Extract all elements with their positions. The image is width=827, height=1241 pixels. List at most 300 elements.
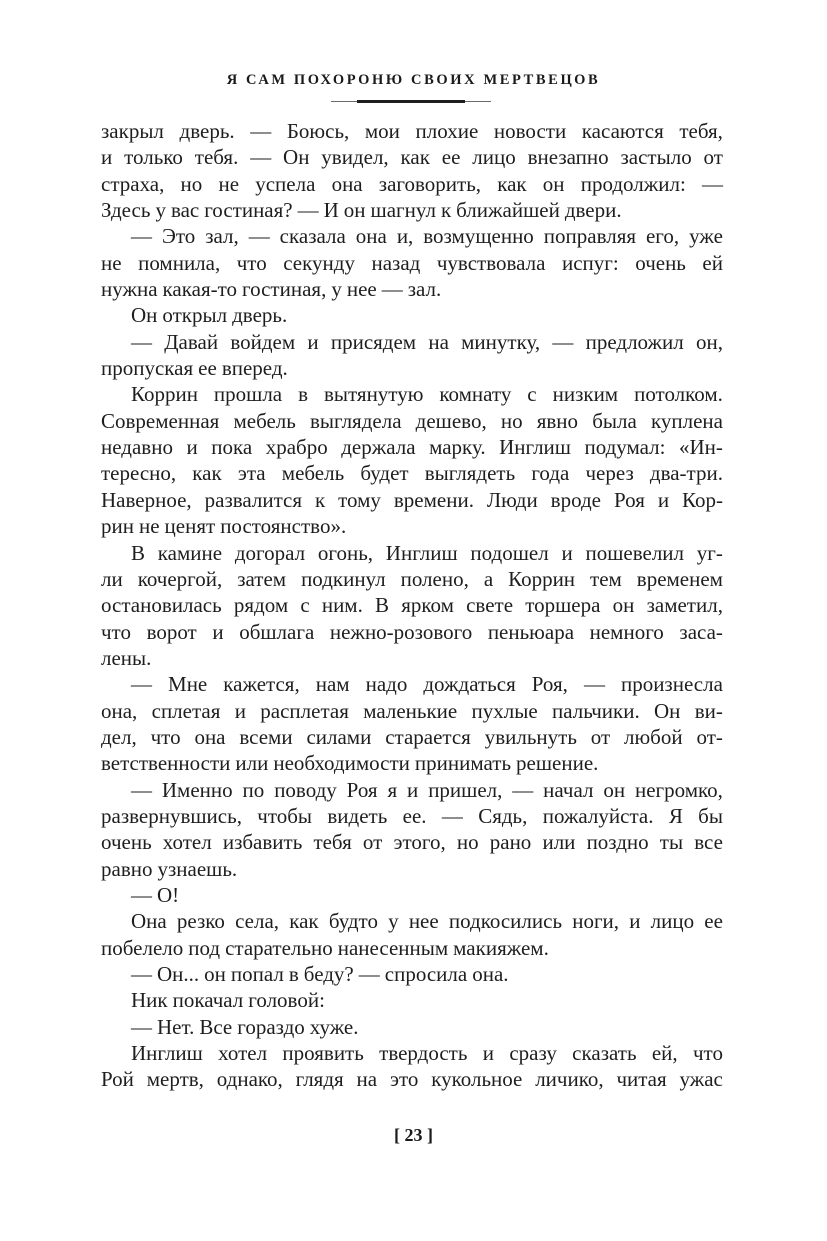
text-line — [101, 329, 723, 355]
word: Все — [199, 1014, 233, 1039]
word: попал — [230, 962, 284, 986]
word: комнату — [439, 382, 512, 407]
word: ее. — [402, 803, 427, 828]
running-head: Я САМ ПОХОРОНЮ СВОИХ МЕРТВЕЦОВ — [226, 72, 601, 88]
word: возмущенно — [423, 224, 534, 249]
word: не — [101, 250, 122, 275]
word: он — [612, 593, 635, 618]
word: как — [497, 171, 527, 196]
word: Ник — [131, 988, 168, 1013]
text-line — [101, 1066, 723, 1092]
word: — — [131, 672, 152, 697]
word: Роя, — [531, 672, 568, 697]
word: развернувшись, — [101, 803, 242, 828]
page-number: [ 23 ] — [394, 1125, 433, 1145]
text-line — [101, 908, 723, 934]
word: Рой — [101, 1067, 134, 1092]
word: — — [131, 224, 152, 249]
word: Инглиш — [131, 1041, 203, 1066]
word: явно — [536, 408, 579, 433]
word: старается — [385, 724, 471, 749]
text-line — [101, 882, 723, 908]
word: ей — [702, 250, 723, 275]
word: эта — [237, 461, 266, 486]
word: мои — [364, 119, 400, 143]
word: обшлага — [239, 619, 315, 644]
word: он, — [696, 329, 723, 354]
word: присядем — [330, 329, 417, 354]
word: — — [381, 277, 403, 302]
word: я — [387, 777, 398, 802]
word: прошла — [213, 382, 283, 407]
body-text — [101, 118, 723, 1093]
word: ужас — [679, 1067, 723, 1092]
word: внезапно — [527, 145, 609, 170]
word: новости — [493, 119, 567, 143]
word: назад — [371, 250, 421, 275]
word: недавно — [101, 435, 173, 460]
text-line — [101, 513, 723, 539]
word: решение. — [516, 751, 599, 776]
word: ним. — [321, 593, 363, 618]
word: все — [694, 830, 723, 855]
word: заметил, — [646, 593, 723, 618]
word: — — [131, 1014, 152, 1039]
word: от — [703, 145, 723, 170]
word: плохие — [415, 119, 479, 143]
word: Это — [161, 224, 196, 249]
word: Коррин — [131, 382, 198, 407]
word: камине — [157, 540, 223, 565]
word: гостиная, — [242, 277, 327, 302]
word: хотел — [162, 830, 212, 855]
word: выглядела — [310, 408, 402, 433]
word: низким — [552, 382, 619, 407]
word: секунду — [283, 250, 355, 275]
word: с — [300, 593, 310, 618]
word: зал. — [407, 277, 442, 302]
word: В — [131, 540, 146, 565]
word: Именно — [161, 777, 233, 802]
word: пошевелил — [585, 540, 685, 565]
word: это — [389, 1067, 419, 1092]
word: он — [204, 962, 226, 986]
word: кукольное — [431, 1067, 523, 1092]
word: она. — [472, 962, 509, 986]
word: уг- — [696, 540, 723, 565]
word: Роя — [613, 487, 645, 512]
word: успела — [255, 171, 316, 196]
word: она — [331, 171, 363, 196]
word: марку. — [429, 435, 486, 460]
word: она — [194, 724, 226, 749]
word: дешево, — [415, 408, 487, 433]
word: Роя — [346, 777, 378, 802]
word: как — [400, 145, 430, 170]
word: беду? — [303, 962, 354, 986]
word: полено, — [400, 566, 469, 591]
word: она — [355, 224, 387, 249]
word: подошел — [470, 540, 549, 565]
word: на — [356, 1067, 378, 1092]
word: страха, — [101, 171, 165, 196]
word: — — [512, 777, 534, 802]
word: личико, — [535, 1067, 604, 1092]
word: Современная — [101, 408, 220, 433]
word: Кор- — [682, 487, 723, 512]
word: развалится — [204, 487, 303, 512]
word: пожалуйста. — [542, 803, 654, 828]
text-line — [101, 724, 723, 750]
word: сказала — [279, 224, 346, 249]
word: рано — [489, 830, 532, 855]
word: головой: — [248, 988, 325, 1013]
word: от — [362, 830, 383, 855]
word: нужна — [101, 277, 158, 302]
word: закрыл — [101, 119, 164, 143]
text-line — [101, 1040, 723, 1066]
word: и — [482, 1041, 495, 1066]
word: начал — [543, 777, 594, 802]
text-line — [101, 540, 723, 566]
word: Боюсь, — [286, 119, 350, 143]
word: уже — [689, 224, 723, 249]
word: Он... — [157, 962, 200, 986]
text-line — [101, 250, 723, 276]
word: ноги, — [572, 909, 620, 934]
word: села, — [235, 909, 280, 934]
word: он — [343, 198, 366, 223]
word: любой — [624, 724, 683, 749]
word: избавить — [222, 830, 303, 855]
word: выглядеть — [424, 461, 516, 486]
word: Люди — [486, 487, 538, 512]
word: нежно-розового — [329, 619, 473, 644]
word: очень — [635, 250, 686, 275]
word: негромко, — [634, 777, 723, 802]
word: и — [186, 435, 198, 460]
word: минутку, — [461, 329, 541, 354]
word: ценят — [164, 514, 216, 539]
word: с — [527, 382, 537, 407]
text-line — [101, 935, 723, 961]
word: подумал: — [584, 435, 666, 460]
word: догорал — [234, 540, 306, 565]
word: храбро — [265, 435, 328, 460]
word: времени. — [393, 487, 474, 512]
text-line — [101, 961, 723, 987]
text-line — [101, 460, 723, 486]
word: ворот — [146, 619, 197, 644]
word: свете — [466, 593, 514, 618]
text-line — [101, 829, 723, 855]
word: увильнуть — [484, 724, 577, 749]
text-line — [101, 592, 723, 618]
word: лены. — [101, 645, 152, 670]
word: только — [124, 145, 183, 170]
word: испуг: — [561, 250, 619, 275]
word: остановилась — [101, 593, 222, 618]
word: пеньюара — [487, 619, 575, 644]
word: заса- — [679, 619, 723, 644]
word: чувствовала — [436, 250, 546, 275]
word: ей, — [651, 1041, 678, 1066]
word: два-три. — [649, 461, 723, 486]
word: — — [250, 145, 272, 170]
text-line — [101, 750, 723, 776]
word: нам — [315, 672, 350, 697]
word: мебель — [233, 408, 296, 433]
word: как — [289, 909, 319, 934]
word: макияжем. — [453, 935, 549, 960]
word: сразу — [509, 1041, 557, 1066]
word: И — [323, 198, 339, 223]
text-line — [101, 302, 723, 328]
text-line — [101, 487, 723, 513]
word: у — [155, 198, 166, 223]
word: в — [298, 382, 309, 407]
word: Инглиш — [499, 435, 571, 460]
word: как — [192, 461, 222, 486]
word: временем — [636, 566, 723, 591]
word: что — [101, 619, 131, 644]
word: вас — [170, 198, 200, 223]
word: зал, — [205, 224, 239, 249]
word: спросила — [384, 962, 468, 986]
word: продолжил: — [580, 171, 686, 196]
word: Давай — [164, 329, 219, 354]
word: — — [552, 329, 574, 354]
word: и, — [396, 224, 414, 249]
word: ветственности — [101, 751, 231, 776]
word: огонь, — [317, 540, 374, 565]
word: хуже. — [309, 1014, 359, 1039]
word: резко — [176, 909, 225, 934]
word: дел, — [101, 724, 137, 749]
word: или — [235, 751, 269, 776]
word: но — [456, 830, 479, 855]
word: пропуская — [101, 356, 194, 381]
word: его, — [645, 224, 680, 249]
word: — — [583, 672, 605, 697]
word: однако, — [216, 1067, 283, 1092]
word: твердость — [379, 1041, 468, 1066]
word: дверь. — [179, 119, 235, 143]
word: Наверное, — [101, 487, 192, 512]
word: видеть — [327, 803, 388, 828]
word: рин — [101, 514, 134, 539]
text-line — [101, 619, 723, 645]
word: шагнул — [370, 198, 436, 223]
word: поводу — [274, 777, 337, 802]
word: к — [314, 487, 326, 512]
word: вытянутую — [323, 382, 424, 407]
word: немного — [589, 619, 664, 644]
word: ее — [704, 909, 723, 934]
text-line — [101, 223, 723, 249]
word: хотел — [218, 1041, 268, 1066]
word: не — [138, 514, 160, 539]
word: заговорить, — [378, 171, 482, 196]
word: — — [297, 198, 319, 223]
word: и — [234, 698, 246, 723]
word: подкосились — [448, 909, 563, 934]
word: тем — [590, 566, 622, 591]
word: войдем — [230, 329, 296, 354]
word: Инглиш — [385, 540, 458, 565]
word: проявить — [282, 1041, 364, 1066]
word: Сядь, — [478, 803, 528, 828]
text-line — [101, 355, 723, 381]
word: поздно — [586, 830, 649, 855]
word: пальчики. — [552, 698, 640, 723]
word: пока — [211, 435, 253, 460]
word: — — [131, 329, 152, 354]
word: под — [188, 935, 221, 960]
word: Мне — [168, 672, 208, 697]
word: вперед. — [221, 356, 288, 381]
word: ви- — [694, 698, 723, 723]
word: Он — [283, 145, 310, 170]
word: мебель — [281, 461, 345, 486]
word: произнесла — [620, 672, 723, 697]
word: — — [131, 777, 152, 802]
word: держала — [341, 435, 416, 460]
word: от — [590, 724, 611, 749]
word: ее — [441, 145, 461, 170]
word: сказать — [572, 1041, 637, 1066]
word: и — [307, 329, 319, 354]
word: чтобы — [257, 803, 313, 828]
text-line — [101, 381, 723, 407]
text-line — [101, 803, 723, 829]
word: всеми — [239, 724, 293, 749]
word: увидел, — [321, 145, 389, 170]
word: — — [358, 962, 380, 986]
word: у — [388, 909, 399, 934]
word: через — [585, 461, 634, 486]
word: — — [131, 882, 152, 907]
word: будет — [360, 461, 409, 486]
text-line — [101, 144, 723, 170]
word: Я — [668, 803, 683, 828]
header-divider — [331, 100, 491, 102]
word: потолком. — [634, 382, 723, 407]
word: расплетая — [260, 698, 349, 723]
word: что — [693, 1041, 723, 1066]
word: этого, — [393, 830, 446, 855]
word: «Ин- — [679, 435, 723, 460]
word: двери. — [564, 198, 622, 223]
word: но — [180, 171, 203, 196]
text-line — [101, 856, 723, 882]
word: читая — [616, 1067, 667, 1092]
word: гораздо — [237, 1014, 305, 1039]
text-line — [101, 408, 723, 434]
word: предложил — [585, 329, 684, 354]
divider-thick-line — [357, 100, 465, 103]
text-line — [101, 671, 723, 697]
text-line — [101, 777, 723, 803]
word: ты — [659, 830, 684, 855]
word: тебя — [313, 830, 352, 855]
word: а — [483, 566, 494, 591]
word: рядом — [233, 593, 289, 618]
word: по — [242, 777, 265, 802]
word: гостиная? — [204, 198, 293, 223]
word: касаются — [581, 119, 664, 143]
word: не — [218, 171, 240, 196]
text-line — [101, 276, 723, 302]
word: ее — [198, 356, 217, 381]
word: и — [407, 777, 419, 802]
word: — — [131, 962, 152, 986]
word: В — [375, 593, 390, 618]
word: принимать — [414, 751, 512, 776]
text-line — [101, 118, 723, 144]
word: открыл — [162, 303, 228, 328]
word: ближайшей — [456, 198, 560, 223]
word: вроде — [550, 487, 601, 512]
text-line — [101, 1014, 723, 1040]
word: тересно, — [101, 461, 177, 486]
word: тому — [338, 487, 381, 512]
word: поправляя — [543, 224, 637, 249]
word: Здесь — [101, 198, 151, 223]
word: какая-то — [162, 277, 237, 302]
word: Он — [131, 303, 158, 328]
word: и — [101, 145, 113, 170]
word: О! — [157, 882, 180, 907]
word: побелело — [101, 935, 184, 960]
word: узнаешь. — [157, 856, 238, 881]
word: мертв, — [146, 1067, 204, 1092]
word: подкинул — [301, 566, 386, 591]
word: от- — [696, 724, 723, 749]
word: ярком — [401, 593, 454, 618]
word: на — [428, 329, 449, 354]
word: он — [542, 171, 565, 196]
word: что — [236, 250, 267, 275]
word: — — [248, 224, 270, 249]
word: кажется, — [223, 672, 300, 697]
text-line — [101, 434, 723, 460]
word: нее — [408, 909, 439, 934]
word: лицо — [472, 145, 516, 170]
word: торшера — [525, 593, 601, 618]
word: необходимости — [273, 751, 410, 776]
text-line — [101, 171, 723, 197]
word: ли — [101, 566, 123, 591]
word: равно — [101, 856, 153, 881]
word: постоянство». — [220, 514, 347, 539]
word: нанесенным — [337, 935, 449, 960]
word: пришел, — [428, 777, 503, 802]
word: затем — [237, 566, 287, 591]
word: глядя — [295, 1067, 344, 1092]
word: нее — [346, 277, 377, 302]
word: очень — [101, 830, 152, 855]
word: была — [592, 408, 637, 433]
word: или — [542, 830, 576, 855]
word: маленькие — [363, 698, 458, 723]
word: покачал — [172, 988, 244, 1013]
word: Он — [654, 698, 681, 723]
word: надо — [365, 672, 408, 697]
word: и — [657, 487, 670, 512]
word: будто — [328, 909, 378, 934]
text-line — [101, 197, 723, 223]
